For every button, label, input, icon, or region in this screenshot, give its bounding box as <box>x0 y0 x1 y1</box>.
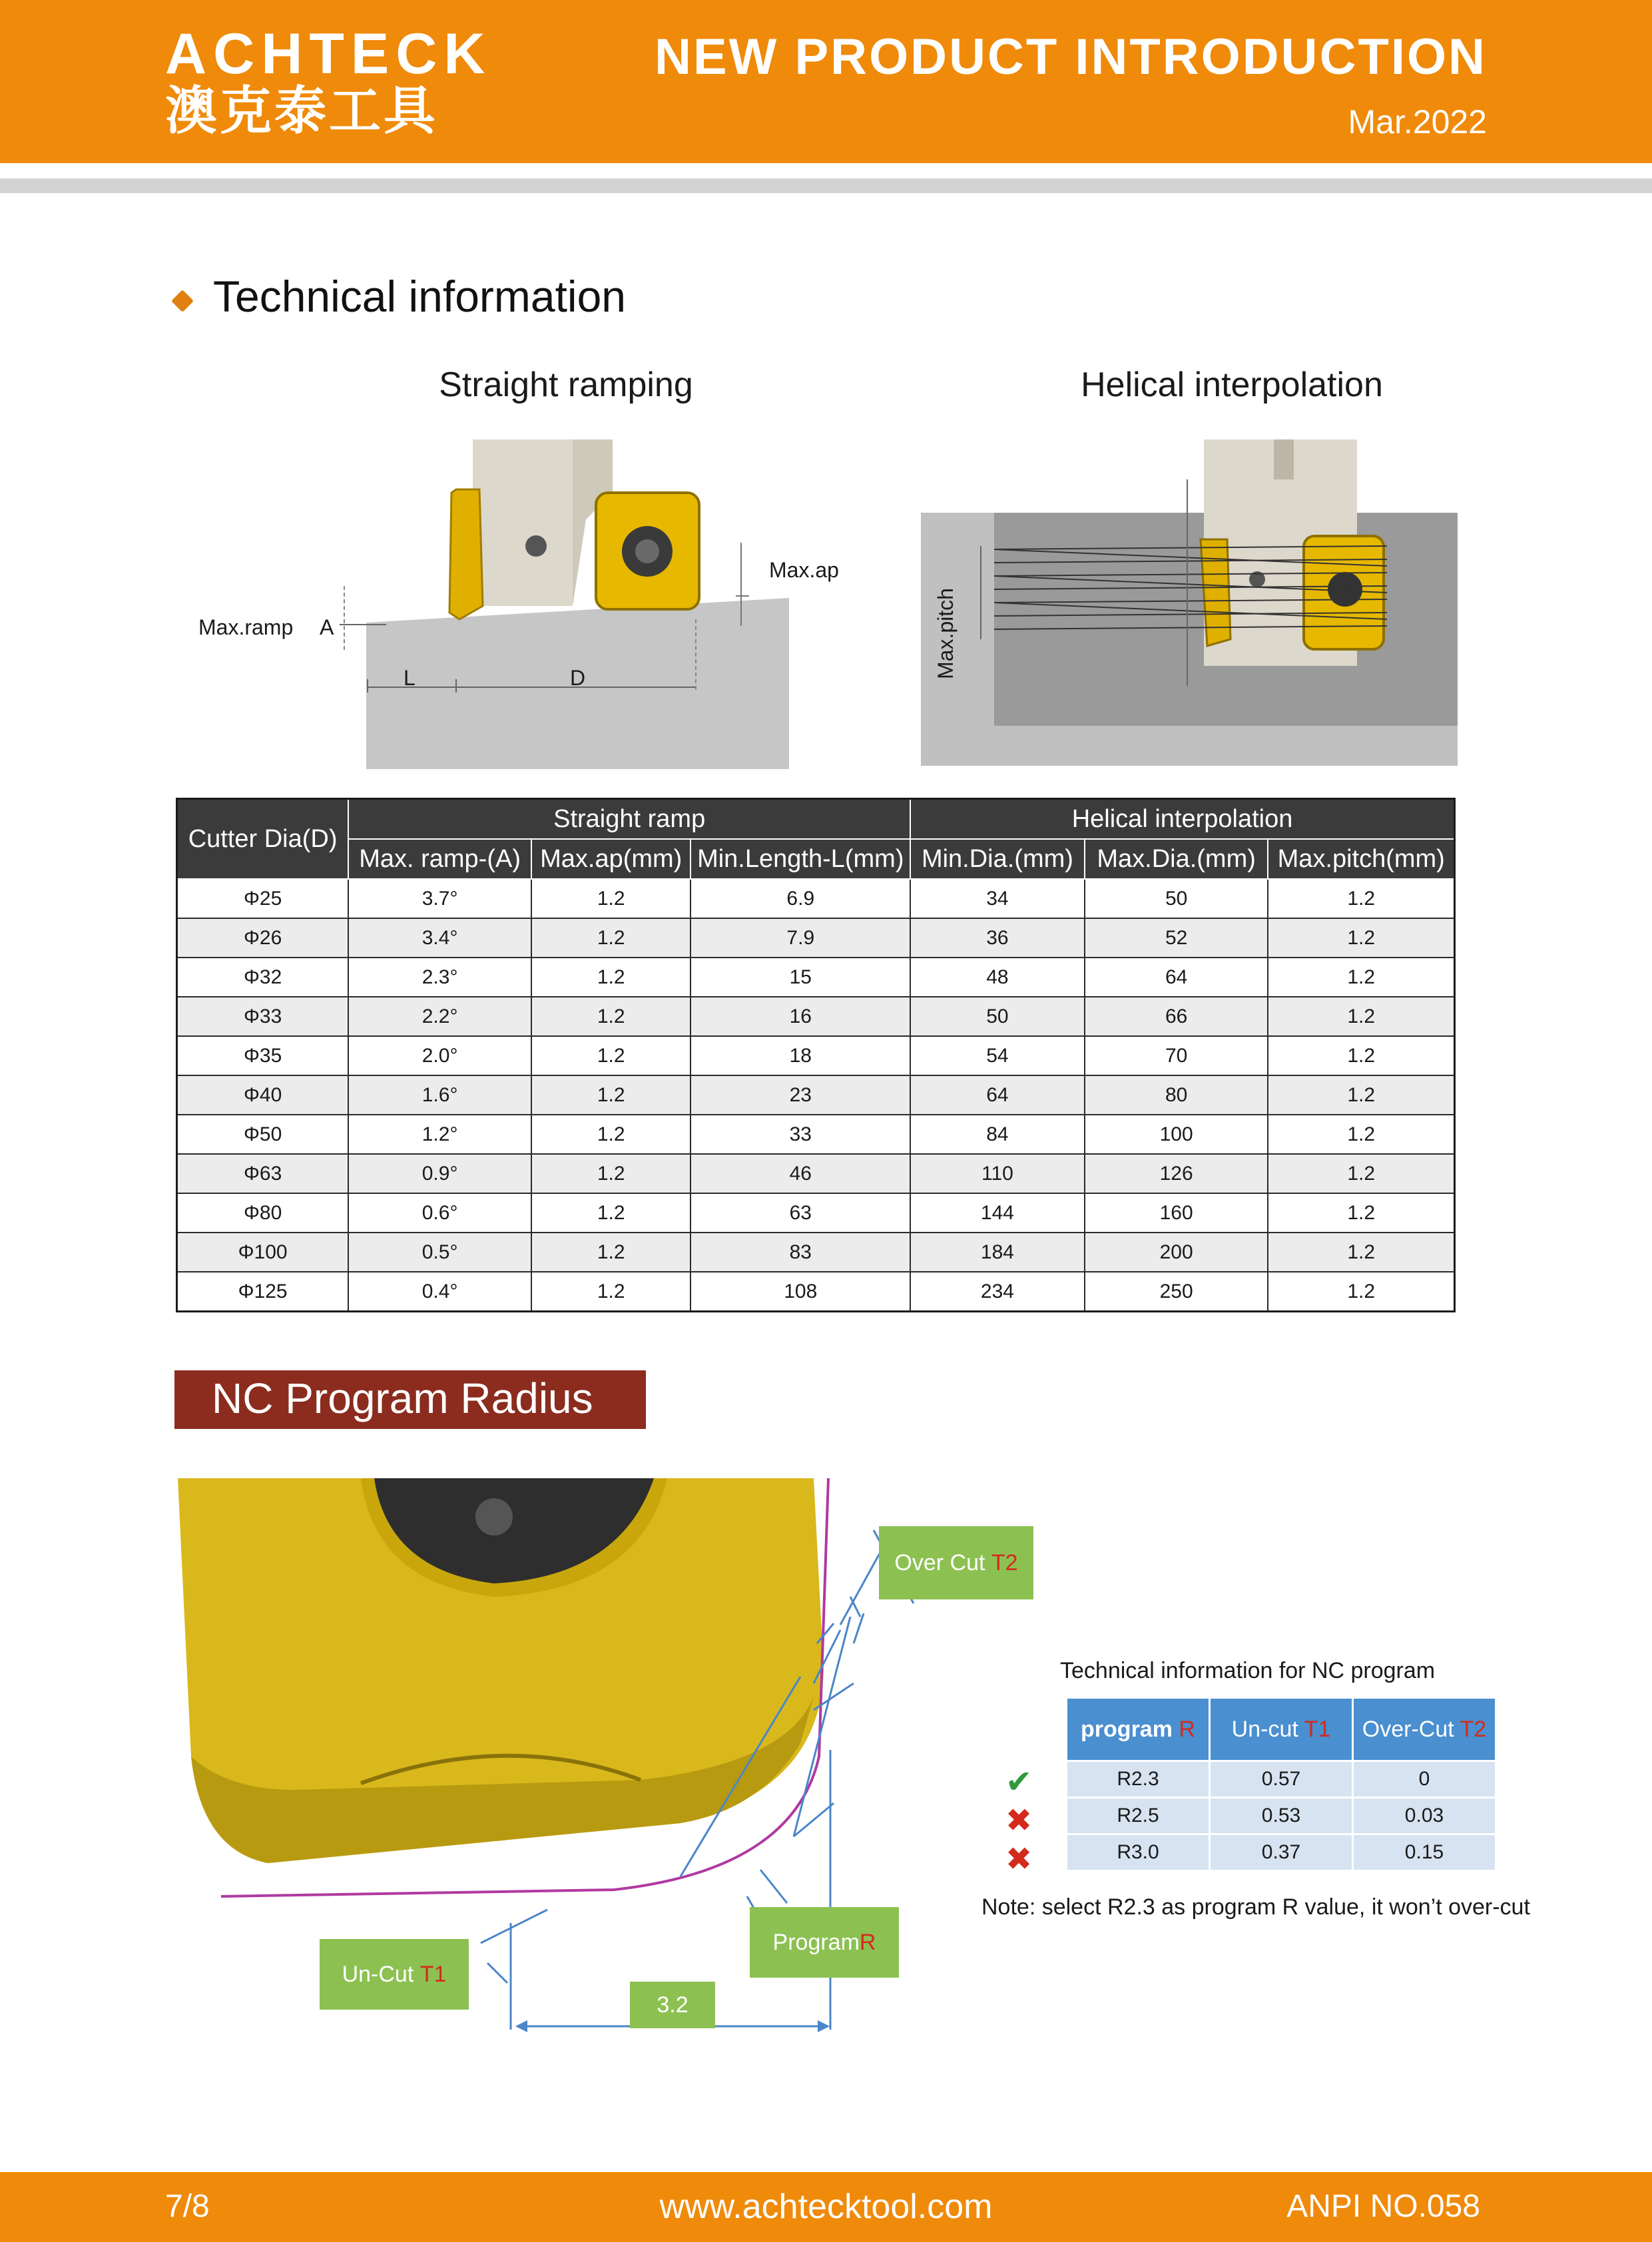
table-cell: Φ80 <box>177 1193 349 1233</box>
nc-table-cell: R2.3 <box>1067 1762 1209 1797</box>
nc-table-cell: 0.53 <box>1211 1799 1352 1833</box>
table-cell: Φ100 <box>177 1233 349 1272</box>
table-cell: 1.2 <box>1268 1272 1454 1312</box>
header-min-length: Min.Length-L(mm) <box>690 839 910 879</box>
table-cell: 1.2 <box>531 1193 691 1233</box>
table-cell: 3.4° <box>348 918 531 958</box>
table-cell: 1.2 <box>1268 879 1454 918</box>
table-cell: 160 <box>1085 1193 1268 1233</box>
table-row <box>177 918 1455 958</box>
table-row <box>177 1075 1455 1115</box>
table-cell: 0.9° <box>348 1154 531 1193</box>
nc-table-caption: Technical information for NC program <box>1060 1658 1436 1683</box>
table-cell: 126 <box>1085 1154 1268 1193</box>
table-cell: 1.2 <box>531 958 691 997</box>
table-cell: 52 <box>1085 918 1268 958</box>
table-cell: 18 <box>690 1036 910 1075</box>
over-cut-text: Over Cut <box>894 1549 985 1575</box>
header-max-dia: Max.Dia.(mm) <box>1085 839 1268 879</box>
table-cell: 1.2 <box>1268 1036 1454 1075</box>
table-cell: 1.2 <box>1268 997 1454 1036</box>
nc-table-cell: 0.37 <box>1211 1835 1352 1870</box>
header-title: NEW PRODUCT INTRODUCTION <box>655 29 1487 85</box>
table-cell: 54 <box>910 1036 1085 1075</box>
table-cell: 2.3° <box>348 958 531 997</box>
table-row <box>177 1233 1455 1272</box>
table-cell: Φ32 <box>177 958 349 997</box>
nc-table-cell: 0.15 <box>1354 1835 1495 1870</box>
table-cell: 83 <box>690 1233 910 1272</box>
table-cell: 16 <box>690 997 910 1036</box>
table-cell: 0.6° <box>348 1193 531 1233</box>
table-cell: 144 <box>910 1193 1085 1233</box>
table-cell: 1.2 <box>1268 958 1454 997</box>
table-cell: 0.4° <box>348 1272 531 1312</box>
table-cell: 1.2 <box>531 1154 691 1193</box>
table-cell: 250 <box>1085 1272 1268 1312</box>
table-cell: 15 <box>690 958 910 997</box>
straight-ramping-caption: Straight ramping <box>439 366 693 404</box>
un-cut-t1-label <box>320 1939 469 2010</box>
over-cut-tag: T2 <box>991 1549 1018 1575</box>
cross-icon: ✖ <box>1005 1803 1033 1838</box>
table-cell: 110 <box>910 1154 1085 1193</box>
table-cell: 6.9 <box>690 879 910 918</box>
table-cell: 1.2 <box>1268 1193 1454 1233</box>
nc-header-overcut: Over-Cut T2 <box>1354 1699 1495 1760</box>
header-max-pitch: Max.pitch(mm) <box>1268 839 1454 879</box>
nc-section-title: NC Program Radius <box>212 1374 593 1422</box>
diameter-d-label: D <box>570 666 586 690</box>
table-cell: 1.2 <box>531 1115 691 1154</box>
table-row <box>177 1115 1455 1154</box>
check-icon: ✔ <box>1005 1765 1033 1800</box>
table-cell: 46 <box>690 1154 910 1193</box>
table-cell: 184 <box>910 1233 1085 1272</box>
header-min-dia: Min.Dia.(mm) <box>910 839 1085 879</box>
nc-table-cell: 0.03 <box>1354 1799 1495 1833</box>
table-cell: Φ125 <box>177 1272 349 1312</box>
over-cut-t2-label <box>879 1526 1033 1599</box>
nc-program-table <box>1065 1697 1497 1872</box>
tool-holder <box>473 439 573 606</box>
table-cell: 23 <box>690 1075 910 1115</box>
table-cell: 1.2 <box>531 997 691 1036</box>
table-cell: 1.2 <box>1268 1154 1454 1193</box>
header-group-straight-ramp: Straight ramp <box>348 799 910 840</box>
table-cell: 34 <box>910 879 1085 918</box>
un-cut-tag: T1 <box>419 1961 447 1987</box>
program-tag: R <box>859 1929 876 1955</box>
un-cut-text: Un-Cut <box>342 1961 414 1987</box>
table-row <box>177 1036 1455 1075</box>
table-cell: 7.9 <box>690 918 910 958</box>
nc-header-program: program R <box>1067 1699 1209 1760</box>
table-cell: 1.2 <box>1268 1075 1454 1115</box>
bullet-icon <box>171 290 194 312</box>
header-date: Mar.2022 <box>1348 103 1487 140</box>
table-cell: 1.2 <box>531 1036 691 1075</box>
table-cell: 64 <box>1085 958 1268 997</box>
table-cell: Φ63 <box>177 1154 349 1193</box>
table-cell: Φ26 <box>177 918 349 958</box>
table-cell: 84 <box>910 1115 1085 1154</box>
table-cell: 33 <box>690 1115 910 1154</box>
table-row <box>177 1154 1455 1193</box>
table-row <box>177 879 1455 918</box>
header-max-ap: Max.ap(mm) <box>531 839 691 879</box>
table-cell: 36 <box>910 918 1085 958</box>
cross-icon: ✖ <box>1005 1842 1033 1877</box>
table-cell: 234 <box>910 1272 1085 1312</box>
document-code: ANPI NO.058 <box>1286 2189 1480 2224</box>
table-row <box>177 1272 1455 1312</box>
nc-table-cell: 0.57 <box>1211 1762 1352 1797</box>
table-cell: Φ25 <box>177 879 349 918</box>
table-cell: 1.2 <box>1268 1115 1454 1154</box>
table-cell: 200 <box>1085 1233 1268 1272</box>
helical-interpolation-caption: Helical interpolation <box>1081 366 1383 404</box>
nc-header-uncut: Un-cut T1 <box>1211 1699 1352 1760</box>
table-cell: 1.2 <box>531 879 691 918</box>
straight-ramping-diagram <box>186 426 812 772</box>
nc-table-row <box>1067 1762 1495 1797</box>
table-cell: 1.2 <box>531 1075 691 1115</box>
table-cell: 100 <box>1085 1115 1268 1154</box>
header-cutter-dia: Cutter Dia(D) <box>177 799 349 880</box>
table-cell: 1.2 <box>1268 1233 1454 1272</box>
brand-logo-cn: 澳克泰工具 <box>165 81 439 141</box>
table-cell: 0.5° <box>348 1233 531 1272</box>
table-cell: 64 <box>910 1075 1085 1115</box>
nc-table-row <box>1067 1799 1495 1833</box>
table-row <box>177 997 1455 1036</box>
table-cell: 2.2° <box>348 997 531 1036</box>
length-l-label: L <box>404 666 415 690</box>
table-row <box>177 958 1455 997</box>
program-text: Program <box>772 1929 860 1955</box>
table-cell: 63 <box>690 1193 910 1233</box>
table-cell: 70 <box>1085 1036 1268 1075</box>
nc-table-cell: R3.0 <box>1067 1835 1209 1870</box>
table-cell: 1.2 <box>1268 918 1454 958</box>
table-cell: 1.2 <box>531 1233 691 1272</box>
ramp-angle-a-label: A <box>320 615 334 639</box>
table-cell: 50 <box>910 997 1085 1036</box>
table-cell: Φ35 <box>177 1036 349 1075</box>
table-cell: Φ40 <box>177 1075 349 1115</box>
nc-table-cell: R2.5 <box>1067 1799 1209 1833</box>
nc-table-cell: 0 <box>1354 1762 1495 1797</box>
max-pitch-label: Max.pitch <box>934 588 958 679</box>
technical-data-table <box>176 798 1456 1312</box>
dimension-label: 3.2 <box>630 1982 715 2028</box>
table-row <box>177 1193 1455 1233</box>
header-group-helical: Helical interpolation <box>910 799 1454 840</box>
table-cell: 48 <box>910 958 1085 997</box>
table-cell: 1.6° <box>348 1075 531 1115</box>
table-cell: 80 <box>1085 1075 1268 1115</box>
program-r-label <box>750 1907 899 1978</box>
max-ramp-label: Max.ramp <box>198 615 294 639</box>
max-ap-label: Max.ap <box>769 558 839 582</box>
section-title: Technical information <box>213 272 626 321</box>
nc-table-row <box>1067 1835 1495 1870</box>
header-max-ramp: Max. ramp-(A) <box>348 839 531 879</box>
helical-interpolation-diagram <box>921 439 1458 766</box>
table-cell: 66 <box>1085 997 1268 1036</box>
table-cell: Φ33 <box>177 997 349 1036</box>
brand-logo-en: ACHTECK <box>165 22 492 86</box>
table-cell: 2.0° <box>348 1036 531 1075</box>
header-divider <box>0 178 1652 193</box>
nc-note: Note: select R2.3 as program R value, it won’t over-cut <box>981 1894 1530 1920</box>
table-cell: Φ50 <box>177 1115 349 1154</box>
table-cell: 108 <box>690 1272 910 1312</box>
table-cell: 50 <box>1085 879 1268 918</box>
website-link[interactable]: www.achtecktool.com <box>659 2187 993 2226</box>
table-cell: 1.2 <box>531 1272 691 1312</box>
table-cell: 3.7° <box>348 879 531 918</box>
page-number: 7/8 <box>165 2189 210 2224</box>
table-cell: 1.2° <box>348 1115 531 1154</box>
nc-row-marks <box>1005 1763 1045 1879</box>
table-cell: 1.2 <box>531 918 691 958</box>
